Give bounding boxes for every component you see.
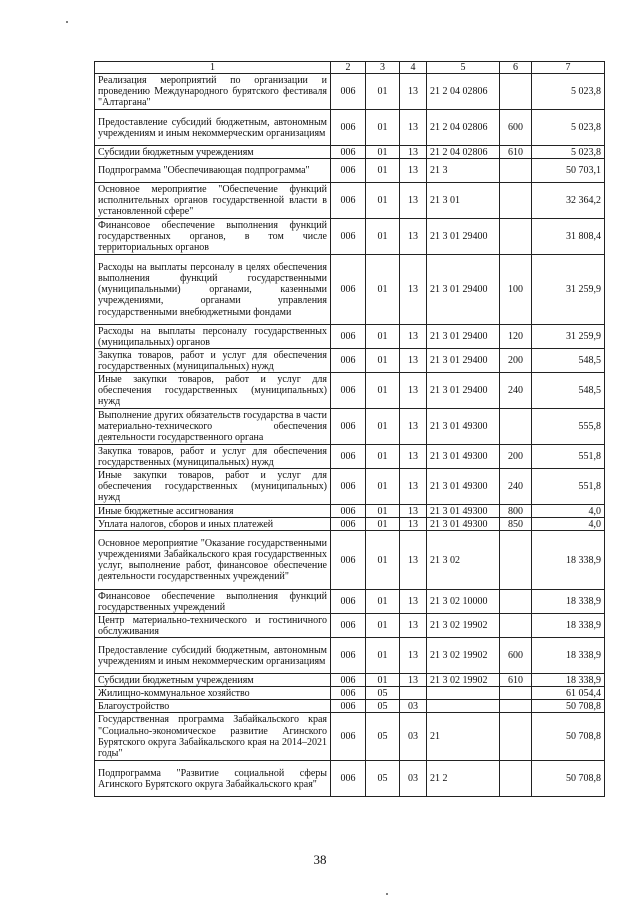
subsection-code-cell: 13 <box>400 505 427 518</box>
subsection-code-cell: 13 <box>400 183 427 219</box>
row-name-cell: Закупка товаров, работ и услуг для обеспечения государственных (муниципальных) нужд <box>95 349 331 373</box>
amount-cell: 50 708,8 <box>532 713 605 761</box>
amount-cell: 551,8 <box>532 469 605 505</box>
column-header: 1 <box>95 62 331 74</box>
grbs-code-cell: 006 <box>331 687 366 700</box>
target-article-cell: 21 3 01 49300 <box>427 518 500 531</box>
section-code-cell: 01 <box>366 469 400 505</box>
row-name-cell: Закупка товаров, работ и услуг для обеспечения государственных (муниципальных) нужд <box>95 445 331 469</box>
amount-cell: 50 708,8 <box>532 761 605 797</box>
table-row <box>95 219 605 255</box>
row-name-cell: Основное мероприятие "Оказание государственными учреждениями Забайкальского края государственных услуг, выполнение работ, финансовое обеспечение деятельности государственных учреждений" <box>95 531 331 590</box>
target-article-cell: 21 2 04 02806 <box>427 74 500 110</box>
expense-type-cell <box>500 159 532 183</box>
section-code-cell: 01 <box>366 409 400 445</box>
row-name-cell: Субсидии бюджетным учреждениям <box>95 674 331 687</box>
target-article-cell: 21 3 01 29400 <box>427 219 500 255</box>
row-name-cell: Финансовое обеспечение выполнения функций государственных учреждений <box>95 590 331 614</box>
table-row <box>95 469 605 505</box>
amount-cell: 31 259,9 <box>532 255 605 325</box>
grbs-code-cell: 006 <box>331 638 366 674</box>
grbs-code-cell: 006 <box>331 255 366 325</box>
amount-cell: 32 364,2 <box>532 183 605 219</box>
target-article-cell: 21 3 02 19902 <box>427 638 500 674</box>
section-code-cell: 01 <box>366 255 400 325</box>
expense-type-cell: 240 <box>500 469 532 505</box>
row-name-cell: Подпрограмма "Обеспечивающая подпрограмма" <box>95 159 331 183</box>
grbs-code-cell: 006 <box>331 531 366 590</box>
row-name-cell: Иные закупки товаров, работ и услуг для обеспечения государственных (муниципальных) нужд <box>95 373 331 409</box>
section-code-cell: 01 <box>366 74 400 110</box>
amount-cell: 548,5 <box>532 349 605 373</box>
amount-cell: 18 338,9 <box>532 590 605 614</box>
row-name-cell: Благоустройство <box>95 700 331 713</box>
subsection-code-cell: 13 <box>400 638 427 674</box>
table-row <box>95 159 605 183</box>
subsection-code-cell: 13 <box>400 590 427 614</box>
subsection-code-cell: 13 <box>400 74 427 110</box>
table-row <box>95 590 605 614</box>
grbs-code-cell: 006 <box>331 674 366 687</box>
table-row <box>95 255 605 325</box>
grbs-code-cell: 006 <box>331 183 366 219</box>
table-row <box>95 349 605 373</box>
target-article-cell: 21 2 <box>427 761 500 797</box>
expense-type-cell: 200 <box>500 445 532 469</box>
amount-cell: 5 023,8 <box>532 74 605 110</box>
grbs-code-cell: 006 <box>331 110 366 146</box>
table-row <box>95 518 605 531</box>
grbs-code-cell: 006 <box>331 700 366 713</box>
target-article-cell: 21 3 01 49300 <box>427 505 500 518</box>
grbs-code-cell: 006 <box>331 518 366 531</box>
row-name-cell: Иные закупки товаров, работ и услуг для обеспечения государственных (муниципальных) нужд <box>95 469 331 505</box>
grbs-code-cell: 006 <box>331 590 366 614</box>
table-header-row <box>95 62 605 74</box>
target-article-cell: 21 3 01 29400 <box>427 325 500 349</box>
budget-table <box>94 61 605 797</box>
expense-type-cell <box>500 614 532 638</box>
section-code-cell: 01 <box>366 531 400 590</box>
amount-cell: 5 023,8 <box>532 146 605 159</box>
table-row <box>95 373 605 409</box>
grbs-code-cell: 006 <box>331 409 366 445</box>
column-header: 6 <box>500 62 532 74</box>
amount-cell: 5 023,8 <box>532 110 605 146</box>
amount-cell: 61 054,4 <box>532 687 605 700</box>
amount-cell: 548,5 <box>532 373 605 409</box>
subsection-code-cell: 03 <box>400 700 427 713</box>
section-code-cell: 01 <box>366 590 400 614</box>
section-code-cell: 01 <box>366 638 400 674</box>
row-name-cell: Подпрограмма "Развитие социальной сферы Агинского Бурятского округа Забайкальского края" <box>95 761 331 797</box>
grbs-code-cell: 006 <box>331 325 366 349</box>
column-header: 2 <box>331 62 366 74</box>
column-header: 4 <box>400 62 427 74</box>
table-row <box>95 638 605 674</box>
subsection-code-cell: 13 <box>400 674 427 687</box>
amount-cell: 4,0 <box>532 505 605 518</box>
column-header: 7 <box>532 62 605 74</box>
subsection-code-cell: 13 <box>400 531 427 590</box>
amount-cell: 18 338,9 <box>532 531 605 590</box>
table-row <box>95 110 605 146</box>
expense-type-cell: 610 <box>500 146 532 159</box>
amount-cell: 50 703,1 <box>532 159 605 183</box>
subsection-code-cell: 13 <box>400 518 427 531</box>
section-code-cell: 01 <box>366 110 400 146</box>
expense-type-cell: 240 <box>500 373 532 409</box>
target-article-cell: 21 3 01 49300 <box>427 445 500 469</box>
expense-type-cell: 120 <box>500 325 532 349</box>
expense-type-cell <box>500 713 532 761</box>
table-row <box>95 614 605 638</box>
subsection-code-cell: 03 <box>400 761 427 797</box>
table-row <box>95 325 605 349</box>
table-row <box>95 445 605 469</box>
section-code-cell: 01 <box>366 505 400 518</box>
table-row <box>95 505 605 518</box>
section-code-cell: 01 <box>366 349 400 373</box>
amount-cell: 31 808,4 <box>532 219 605 255</box>
table-row <box>95 409 605 445</box>
expense-type-cell <box>500 74 532 110</box>
expense-type-cell <box>500 687 532 700</box>
target-article-cell: 21 2 04 02806 <box>427 110 500 146</box>
subsection-code-cell: 13 <box>400 373 427 409</box>
row-name-cell: Предоставление субсидий бюджетным, автономным учреждениям и иным некоммерческим организациям <box>95 638 331 674</box>
subsection-code-cell: 13 <box>400 349 427 373</box>
table-row <box>95 761 605 797</box>
subsection-code-cell: 13 <box>400 409 427 445</box>
table-row <box>95 183 605 219</box>
target-article-cell <box>427 700 500 713</box>
page-number: 38 <box>313 852 327 867</box>
subsection-code-cell: 13 <box>400 255 427 325</box>
scan-speck <box>66 21 68 23</box>
amount-cell: 31 259,9 <box>532 325 605 349</box>
target-article-cell: 21 3 02 <box>427 531 500 590</box>
target-article-cell: 21 3 02 19902 <box>427 614 500 638</box>
amount-cell: 18 338,9 <box>532 638 605 674</box>
row-name-cell: Реализация мероприятий по организации и проведению Международного бурятского фестиваля "Алтаргана" <box>95 74 331 110</box>
section-code-cell: 05 <box>366 713 400 761</box>
expense-type-cell: 200 <box>500 349 532 373</box>
target-article-cell: 21 2 04 02806 <box>427 146 500 159</box>
table-row <box>95 713 605 761</box>
table-row <box>95 700 605 713</box>
amount-cell: 18 338,9 <box>532 614 605 638</box>
amount-cell: 555,8 <box>532 409 605 445</box>
scan-speck <box>386 893 388 895</box>
grbs-code-cell: 006 <box>331 445 366 469</box>
row-name-cell: Жилищно-коммунальное хозяйство <box>95 687 331 700</box>
subsection-code-cell: 13 <box>400 469 427 505</box>
expense-type-cell <box>500 761 532 797</box>
section-code-cell: 01 <box>366 674 400 687</box>
subsection-code-cell <box>400 687 427 700</box>
row-name-cell: Уплата налогов, сборов и иных платежей <box>95 518 331 531</box>
amount-cell: 50 708,8 <box>532 700 605 713</box>
grbs-code-cell: 006 <box>331 146 366 159</box>
subsection-code-cell: 13 <box>400 614 427 638</box>
target-article-cell: 21 3 <box>427 159 500 183</box>
section-code-cell: 01 <box>366 146 400 159</box>
amount-cell: 18 338,9 <box>532 674 605 687</box>
expense-type-cell <box>500 590 532 614</box>
table-row <box>95 687 605 700</box>
expense-type-cell <box>500 183 532 219</box>
section-code-cell: 01 <box>366 183 400 219</box>
column-header: 5 <box>427 62 500 74</box>
subsection-code-cell: 13 <box>400 219 427 255</box>
grbs-code-cell: 006 <box>331 373 366 409</box>
grbs-code-cell: 006 <box>331 761 366 797</box>
grbs-code-cell: 006 <box>331 713 366 761</box>
expense-type-cell <box>500 531 532 590</box>
table-row <box>95 74 605 110</box>
section-code-cell: 01 <box>366 614 400 638</box>
target-article-cell: 21 <box>427 713 500 761</box>
expense-type-cell: 600 <box>500 638 532 674</box>
table-row <box>95 146 605 159</box>
grbs-code-cell: 006 <box>331 219 366 255</box>
row-name-cell: Субсидии бюджетным учреждениям <box>95 146 331 159</box>
row-name-cell: Основное мероприятие "Обеспечение функций исполнительных органов государственной власти в установленной сфере" <box>95 183 331 219</box>
expense-type-cell: 800 <box>500 505 532 518</box>
grbs-code-cell: 006 <box>331 614 366 638</box>
subsection-code-cell: 13 <box>400 159 427 183</box>
grbs-code-cell: 006 <box>331 469 366 505</box>
table-body <box>95 74 605 797</box>
subsection-code-cell: 13 <box>400 325 427 349</box>
section-code-cell: 01 <box>366 518 400 531</box>
row-name-cell: Финансовое обеспечение выполнения функций государственных органов, в том числе территориальных органов <box>95 219 331 255</box>
expense-type-cell: 610 <box>500 674 532 687</box>
subsection-code-cell: 13 <box>400 445 427 469</box>
target-article-cell: 21 3 01 49300 <box>427 409 500 445</box>
subsection-code-cell: 13 <box>400 146 427 159</box>
grbs-code-cell: 006 <box>331 505 366 518</box>
section-code-cell: 01 <box>366 373 400 409</box>
expense-type-cell <box>500 700 532 713</box>
expense-type-cell <box>500 219 532 255</box>
section-code-cell: 01 <box>366 325 400 349</box>
grbs-code-cell: 006 <box>331 349 366 373</box>
expense-type-cell <box>500 409 532 445</box>
section-code-cell: 01 <box>366 159 400 183</box>
row-name-cell: Выполнение других обязательств государства в части материально-технического обеспечения деятельности государственного органа <box>95 409 331 445</box>
target-article-cell: 21 3 01 <box>427 183 500 219</box>
amount-cell: 551,8 <box>532 445 605 469</box>
row-name-cell: Государственная программа Забайкальского края "Социально-экономическое развитие Агинского Бурятского округа Забайкальского края на 2014–2021 годы" <box>95 713 331 761</box>
section-code-cell: 05 <box>366 687 400 700</box>
expense-type-cell: 600 <box>500 110 532 146</box>
target-article-cell: 21 3 01 29400 <box>427 373 500 409</box>
section-code-cell: 05 <box>366 761 400 797</box>
grbs-code-cell: 006 <box>331 159 366 183</box>
subsection-code-cell: 03 <box>400 713 427 761</box>
section-code-cell: 01 <box>366 219 400 255</box>
target-article-cell <box>427 687 500 700</box>
column-header: 3 <box>366 62 400 74</box>
target-article-cell: 21 3 02 10000 <box>427 590 500 614</box>
grbs-code-cell: 006 <box>331 74 366 110</box>
expense-type-cell: 100 <box>500 255 532 325</box>
target-article-cell: 21 3 01 29400 <box>427 255 500 325</box>
expense-type-cell: 850 <box>500 518 532 531</box>
target-article-cell: 21 3 02 19902 <box>427 674 500 687</box>
row-name-cell: Предоставление субсидий бюджетным, автономным учреждениям и иным некоммерческим организациям <box>95 110 331 146</box>
target-article-cell: 21 3 01 49300 <box>427 469 500 505</box>
row-name-cell: Расходы на выплаты персоналу государственных (муниципальных) органов <box>95 325 331 349</box>
section-code-cell: 05 <box>366 700 400 713</box>
section-code-cell: 01 <box>366 445 400 469</box>
subsection-code-cell: 13 <box>400 110 427 146</box>
row-name-cell: Иные бюджетные ассигнования <box>95 505 331 518</box>
amount-cell: 4,0 <box>532 518 605 531</box>
target-article-cell: 21 3 01 29400 <box>427 349 500 373</box>
row-name-cell: Расходы на выплаты персоналу в целях обеспечения выполнения функций государственными (муниципальными) органами, казенными учреждениями, органами управления государственными внебюджетными фондами <box>95 255 331 325</box>
table-row <box>95 674 605 687</box>
row-name-cell: Центр материально-технического и гостиничного обслуживания <box>95 614 331 638</box>
table-row <box>95 531 605 590</box>
